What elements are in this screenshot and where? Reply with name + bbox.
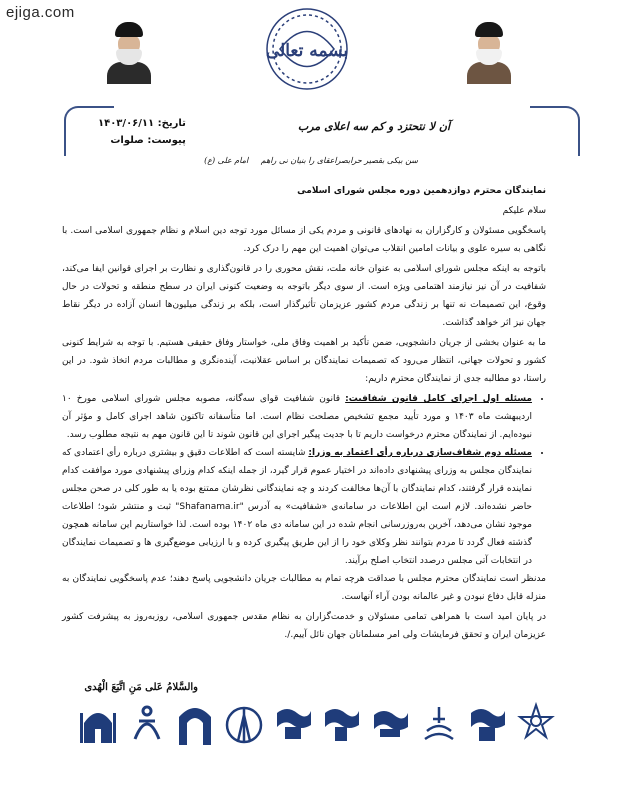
flag-ribbon-logo-icon: [370, 699, 410, 749]
item-heading: مسئله اول اجرای کامل قانون شفافیت:: [345, 394, 532, 404]
paragraph: مدنظر است نمایندگان محترم مجلس با صداقت هرچه تمام به مطالبات جریان دانشجویی پاسخ دهند؛ عدم پاسخگویی نمایندگان به منزله قابل دفاع نبودن و غیر عالمانه بودن آراء آنهاست.: [62, 574, 546, 602]
list-item: [62, 444, 532, 570]
item-text: شایسته است که اطلاعات دقیق و بیشتری درباره رأی اعتمادی که نمایندگان مجلس به وزرای پیشنهادی داده‌اند در اختیار عموم قرار گیرد، از جمله اینکه کدام وزرای پیشنهادی مورد موافقت کدام نماینده قرار گرفتند، کدام نمایندگان با آن‌ها مخالفت کردند و چه نمایندگانی نظرشان ممتنع بوده یا به طور کلی در صحن مجلس حاضر نشده‌اند. لازم است این اطلاعات در سامانه‌ی «شفافیت» به آدرس "Shafanama.ir" ثبت و منتشر شود؛ اطلاعات موجود نشان می‌دهد، آخرین به‌روزرسانی انجام شده در این سامانه دی ماه ۱۴۰۲ بوده است. لذا خواستاریم این سامانه همچون گذشته فعال گردد تا مردم بتوانند نظر وکلای خود را از این طریق پیگیری کرده و با ارزیابی موضع‌گیری ها و تصمیمات نمایندگان در انتخابات آتی مجلس درصدد انتخاب اصلح برآیند.: [62, 448, 532, 566]
attachment-label: پیوست:: [147, 135, 186, 146]
book-wave-logo-icon: [419, 699, 459, 749]
hadith-quote: [194, 156, 418, 165]
portrait-right: [466, 22, 512, 84]
date-label: تاریخ:: [157, 118, 186, 129]
bismillah-emblem-icon: [262, 4, 352, 94]
paragraph: در پایان امید است با همراهی تمامی مسئولان و خدمت‌گزاران به نظام مقدس جمهوری اسلامی، روزبه‌روز به پیشرفت کشور عزیزمان ایران و تحقق فرمایشات ولی امر مسلمانان جهان نائل آییم./.: [62, 612, 546, 640]
flag-ribbon-logo-icon: [321, 699, 361, 749]
flag-ribbon-logo-icon: [467, 699, 507, 749]
site-watermark: ejiga.com: [6, 4, 75, 21]
hadith-text: سن بیکی بقصیر حرابصراعقای را بنیان نی راهم: [260, 156, 418, 165]
item-text: قانون شفافیت قوای سه‌گانه، مصوبه مجلس شورای اسلامی مورخ ۱۰ اردیبهشت ماه ۱۴۰۳ و مورد تأیید مجمع تشخیص مصلحت نظام است. اما متأسفانه تاکنون شاهد اجرای کامل و مؤثر آن نبوده‌ایم. از نمایندگان محترم درخواست داریم تا با جدیت پیگیر اجرای این قانون شوند تا این قانون مهم به نتیجه مطلوب رسد.: [62, 394, 532, 440]
greeting: سلام علیکم: [502, 206, 546, 216]
letter-title: نمایندگان محترم دوازدهمین دوره مجلس شورای اسلامی: [297, 186, 546, 196]
letter-body: [62, 182, 546, 646]
paragraph: ما به عنوان بخشی از جریان دانشجویی، ضمن تأکید بر اهمیت وفاق ملی، خواستار وفاق حقیقی هستیم. با توجه به شرایط کنونی کشور و تحولات جهانی، انتظار می‌رود که تصمیمات نمایندگان بر اساس عقلانیت، آینده‌نگری و مطالبات مردم اتخاذ شود. در این راستا، دو مطالبه جدی از نمایندگان محترم داریم:: [62, 338, 546, 384]
attachment-value: صلوات: [110, 135, 144, 146]
mosque-dome-logo-icon: [78, 699, 118, 749]
paragraph: باتوجه به اینکه مجلس شورای اسلامی به عنوان خانه ملت، نقش محوری را در قانون‌گذاری و نظارت بر اجرای قوانین ایفا می‌کند، شفافیت در آن نیز نیازمند اهتمامی ویژه است. از سوی دیگر باتوجه به وضعیت کنونی ایران در سطح منطقه و تحولات در حال وقوع، این تصمیمات نه تنها بر زندگی مردم کشور عزیزمان تأثیرگذار است، بلکه بر زندگی میلیون‌ها انسان آزاده در دیگر نقاط جهان نیز اثر خواهد گذاشت.: [62, 264, 546, 328]
emblem-text: بسمه تعالی: [265, 41, 349, 61]
star-flower-logo-icon: [516, 699, 556, 749]
item-heading: مسئله دوم شفاف‌سازی درباره رأی اعتماد به وزرا:: [308, 448, 532, 458]
flag-ribbon-logo-icon: [273, 699, 313, 749]
letter-meta: [98, 118, 186, 152]
arch-gate-logo-icon: [175, 699, 215, 749]
paragraph: پاسخگویی مسئولان و کارگزاران به نهادهای قانونی و مردم یکی از مسائل مورد توجه دین اسلام و نظام جمهوری اسلامی است. با نگاهی به سیره علوی و بیانات امامین انقلاب می‌توان اهمیت این مهم را درک کرد.: [62, 226, 546, 254]
calligraphy-logo-icon: [127, 699, 167, 749]
portrait-left: [106, 22, 152, 84]
tower-circle-logo-icon: [224, 699, 264, 749]
logo-row: [78, 696, 556, 752]
opening-verse: آن لا نتحتزد و کم سه اعلای مرب: [297, 120, 450, 133]
hadith-source: امام علی (ع): [204, 156, 249, 165]
closing-salutation: والسَّلامُ عَلی مَنِ اتَّبَعَ الْهُدی: [84, 682, 198, 693]
list-item: [62, 390, 532, 444]
demands-list: [62, 390, 546, 570]
date-value: ۱۴۰۳/۰۶/۱۱: [98, 118, 155, 129]
